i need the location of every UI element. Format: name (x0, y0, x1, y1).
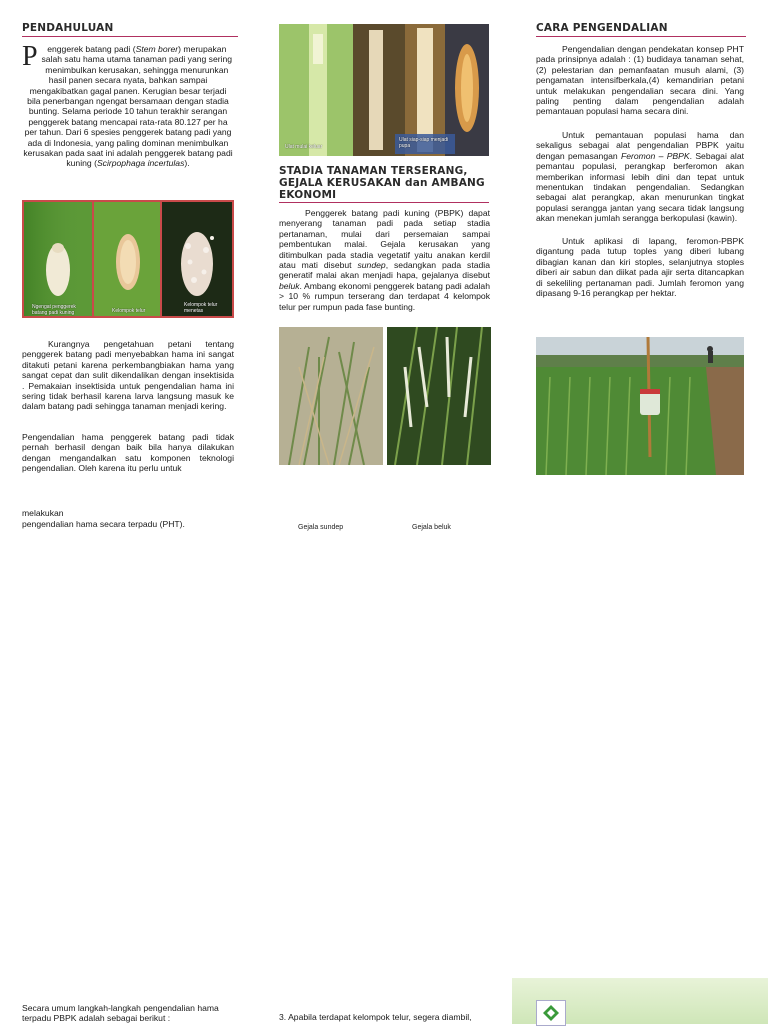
photo-caption-eggs: Kelompok telur (112, 308, 146, 314)
intro-term: Stem borer (135, 44, 179, 54)
caption-sundep: Gejala sundep (298, 524, 344, 531)
stadia-text: Penggerek batang padi kuning (PBPK) dapat menyerang tanaman padi pada setiap stadia pertanaman, mulai dari persemaian sampai pembentukan malai. Gejala kerusakan yang ditimbulkan pada stadia vegetatif yaitu anakan kerdil atau mati disebut (279, 208, 490, 271)
intro-species: Scirpophaga incertulas (96, 158, 185, 169)
stadia-text: , sedangkan pada stadia generatif malai akan menjadi hapa, gejalanya disebut (279, 260, 490, 281)
intro-text: ) merupakan salah satu hama utama tanaman padi yang sering menimbulkan kerusakan, sehingga menurunkan hasil panen secara nyata, bahkan sampai mengakibatkan gagal panen. Kerugian besar terjadi bila penerbangan ngengat bersamaan dengan stadia bunting. Selama periode 10 tahun terakhir serangan penggerek batang mencapai rata-rata 80.127 per ha per tahun. Dari 6 spesies penggerek batang padi yang ada di Indonesia, yang paling dominan menimbulkan kerusakan pada saat ini adalah penggerek batang padi kuning ( (23, 44, 233, 169)
photo-caption-hatching: Kelompok telur menetas (184, 302, 218, 314)
footer-steps-intro: Secara umum langkah-langkah pengendalian hama terpadu PBPK adalah sebagai berikut : (22, 1003, 219, 1024)
term-sundep: sundep (357, 260, 386, 271)
heading-rule (22, 36, 238, 37)
footer-step-3: 3. Apabila terdapat kelompok telur, segera diambil, (279, 1012, 472, 1022)
heading-rule (279, 202, 489, 203)
stadia-heading: STADIA TANAMAN TERSERANG, GEJALA KERUSAKAN dan AMBANG EKONOMI (279, 165, 485, 201)
intro-text: enggerek batang padi ( (47, 44, 136, 54)
beluk-photo (387, 327, 491, 465)
photo-caption-moth: Ngengat penggerek batang padi kuning (32, 304, 76, 316)
sundep-photo (279, 327, 383, 465)
cover-panel (512, 978, 768, 1024)
intro-text: ). (184, 158, 190, 169)
stadia-text: . Ambang ekonomi penggerek batang padi adalah > 10 % rumpun terserang dan terdapat 4 kelompok telur per rumpun pada fase bunting. (279, 280, 490, 312)
cara-pengendalian-heading: CARA PENGENDALIAN (536, 22, 668, 34)
paragraph-knowledge: Kurangnya pengetahuan petani tentang penggerek batang padi menyebabkan hama ini sangat ditakuti petani karena perkembangbiakan hama yang sangat cepat dan sulit dikendalikan dengan insektisida . Pemakaian insektisida untuk pengendalian hama ini sering tidak berhasil karena larva langsung masuk ke dalam batang padi sehingga tanaman menjadi kering. (22, 339, 234, 412)
paragraph-pht: Pengendalian dengan pendekatan konsep PHT pada prinsipnya adalah : (1) budidaya tanaman sehat, (2) pelestarian dan pemanfaatan musuh alami, (3) pengamatan intensifberkala,(4) kemandirian petani untuk melakukan pengendalian secara dini. Yang paling penting dalam pengendalian adalah pemantauan populasi hama secara dini. (536, 44, 744, 117)
feromon-text: . Sebagai alat pemantau populasi, perangkap berferomon akan memberikan informasi lebih dini dan tepat untuk menentukan tindakan pengendalian. Sedangkan sebagai alat perangkap, akan menurunkan tingkat populasi serangga jantan yang secara tidak langsung akan menekan jumlah serangga berkopulasi (kawin). (536, 150, 744, 224)
continuation-1: melakukan (22, 508, 64, 518)
logo-icon (536, 1000, 566, 1026)
pendahuluan-heading: PENDAHULUAN (22, 22, 114, 34)
paragraph-control: Pengendalian hama penggerek batang padi tidak pernah berhasil dengan baik bila hanya dilakukan dengan mengandalkan satu komponen teknologi pengendalian. Oleh karena itu perlu untuk (22, 432, 234, 474)
intro-paragraph (22, 41, 234, 169)
paragraph-stadia (279, 208, 490, 312)
paragraph-aplikasi: Untuk aplikasi di lapang, feromon-PBPK digantung pada tutup toples yang diberi lubang dibagian kanan dan kiri stoples, selanjutnya stoples diberi air sabun dan diikat pada ajir serta ditancapkan di sekeliling pertanaman padi. Jumlah feromon yang dipasang 9-16 perangkap per hektar. (536, 236, 744, 299)
drop-cap: P (22, 41, 38, 72)
field-trap-photo (536, 337, 744, 475)
larva-photos (279, 24, 489, 156)
heading-rule (536, 36, 746, 37)
term-beluk: beluk (279, 280, 300, 291)
term-feromon: Feromon – PBPK (620, 150, 690, 161)
caption-larva-pupa: Ulat siap-siap menjadi pupa (399, 137, 449, 149)
insect-photo-strip (22, 200, 234, 318)
caption-beluk: Gejala beluk (412, 524, 451, 531)
insect-photos (22, 200, 234, 318)
continuation-2: pengendalian hama secara terpadu (PHT). (22, 519, 185, 529)
caption-larva-out: Ulat mulai keluar (285, 144, 323, 150)
larva-photo-strip (279, 24, 489, 156)
paragraph-feromon (536, 130, 744, 224)
feromon-text: Untuk pemantauan populasi hama dan sekaligus sebagai alat pengendalian PBPK yaitu dengan pemasangan (536, 130, 744, 161)
